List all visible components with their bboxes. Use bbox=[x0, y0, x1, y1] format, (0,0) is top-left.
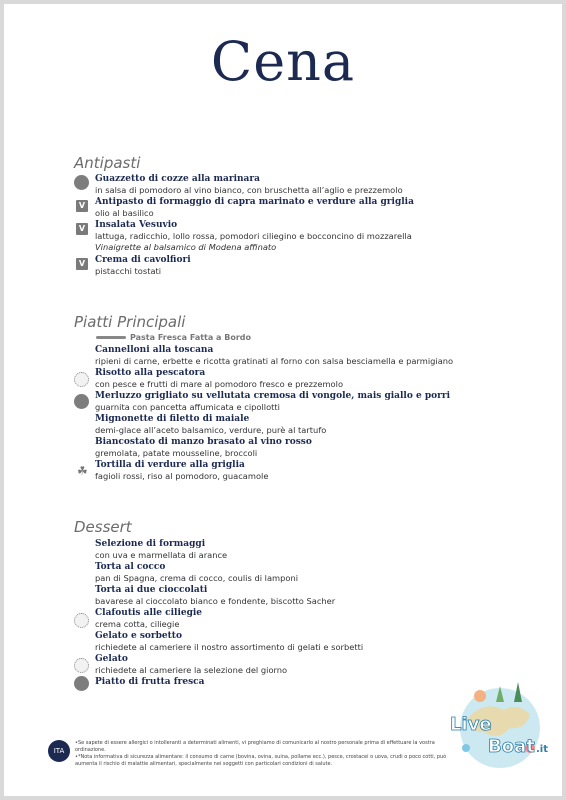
seafood-icon bbox=[74, 175, 89, 190]
vegetarian-icon: V bbox=[76, 258, 88, 270]
item-name: Guazzetto di cozze alla marinara bbox=[95, 174, 260, 184]
item-desc: pistacchi tostati bbox=[95, 266, 162, 276]
rolling-pin-icon bbox=[96, 336, 126, 339]
menu-item bbox=[95, 255, 522, 277]
menu-item bbox=[95, 197, 522, 219]
section-dessert-heading: Dessert bbox=[74, 518, 132, 536]
item-desc: richiedete al cameriere la selezione del giorno bbox=[95, 665, 288, 675]
liveboat-watermark-logo bbox=[444, 672, 556, 772]
item-name: Clafoutis alle ciliegie bbox=[95, 608, 203, 618]
menu-item bbox=[95, 414, 522, 436]
item-name: Torta al cocco bbox=[95, 562, 166, 572]
menu-item bbox=[95, 562, 522, 584]
item-desc: richiedete al cameriere il nostro assortimento di gelati e sorbetti bbox=[95, 642, 364, 652]
item-desc: demi-glace all’aceto balsamico, verdure, purè al tartufo bbox=[95, 425, 327, 435]
language-badge: ITA bbox=[48, 740, 70, 762]
section-antipasti-heading: Antipasti bbox=[74, 154, 141, 172]
item-desc: con pesce e frutti di mare al pomodoro fresco e prezzemolo bbox=[95, 379, 344, 389]
no-sugar-icon bbox=[74, 613, 89, 628]
menu-item bbox=[95, 391, 522, 413]
item-name: Biancostato di manzo brasato al vino rosso bbox=[95, 437, 312, 447]
menu-item bbox=[95, 174, 522, 196]
menu-item bbox=[95, 220, 522, 253]
vegan-leaf-icon: ☘ bbox=[77, 464, 88, 478]
allergy-footnote bbox=[75, 740, 455, 768]
seafood-icon bbox=[74, 394, 89, 409]
page-title: Cena bbox=[210, 30, 356, 93]
item-desc: olio al basilico bbox=[95, 208, 154, 218]
menu-item bbox=[95, 608, 522, 630]
footnote-line: aumenta il rischio di malattie alimentari, specialmente nei soggetti con particolari condizioni di salute. bbox=[75, 761, 333, 767]
chef-special-icon bbox=[74, 372, 89, 387]
item-name: Gelato bbox=[95, 654, 128, 664]
item-desc: gremolata, patate mousseline, broccoli bbox=[95, 448, 258, 458]
vegetarian-icon: V bbox=[76, 200, 88, 212]
footnote-line: •*Nota informativa di sicurezza alimentare: il consumo di carne (bovina, ovina, suina, pollame ecc.), pesce, crostacei o uova, crudi o poco cotti, può bbox=[75, 754, 447, 760]
watermark-text-suffix: .it bbox=[536, 744, 549, 755]
item-desc: guarnita con pancetta affumicata e cipollotti bbox=[95, 402, 280, 412]
item-name: Mignonette di filetto di maiale bbox=[95, 414, 250, 424]
item-name: Selezione di formaggi bbox=[95, 539, 206, 549]
item-desc: fagioli rossi, riso al pomodoro, guacamole bbox=[95, 471, 269, 481]
item-name: Torta ai due cioccolati bbox=[95, 585, 208, 595]
pasta-tag-label: Pasta Fresca Fatta a Bordo bbox=[130, 333, 251, 342]
section-principali-heading: Piatti Principali bbox=[74, 313, 186, 331]
menu-page bbox=[4, 4, 562, 796]
item-name: Risotto alla pescatora bbox=[95, 368, 206, 378]
menu-item bbox=[95, 460, 522, 482]
item-name: Merluzzo grigliato su vellutata cremosa di vongole, mais giallo e porri bbox=[95, 391, 451, 401]
menu-item bbox=[95, 368, 522, 390]
item-desc: con uva e marmellata di arance bbox=[95, 550, 228, 560]
item-name: Cannelloni alla toscana bbox=[95, 345, 214, 355]
footnote-line: •Se sapete di essere allergici o intolleranti a determinati alimenti, vi preghiamo di comunicarlo al nostro personale prima di effettuare la vostra ordinazione. bbox=[75, 740, 435, 753]
menu-item bbox=[95, 437, 522, 459]
pasta-tag bbox=[96, 333, 251, 342]
item-name: Insalata Vesuvio bbox=[95, 220, 178, 230]
watermark-text-live: Live bbox=[450, 714, 492, 735]
menu-item bbox=[95, 345, 522, 367]
item-desc: crema cotta, ciliegie bbox=[95, 619, 180, 629]
watermark-text-boat: Boat bbox=[488, 736, 535, 757]
item-name: Crema di cavolfiori bbox=[95, 255, 191, 265]
item-note: Vinaigrette al balsamico di Modena affinato bbox=[95, 242, 277, 252]
item-desc: pan di Spagna, crema di cocco, coulis di lamponi bbox=[95, 573, 299, 583]
no-sugar-icon bbox=[74, 658, 89, 673]
item-desc: bavarese al cioccolato bianco e fondente, biscotto Sacher bbox=[95, 596, 336, 606]
item-desc: in salsa di pomodoro al vino bianco, con bruschetta all’aglio e prezzemolo bbox=[95, 185, 403, 195]
item-name: Piatto di frutta fresca bbox=[95, 677, 205, 687]
item-name: Antipasto di formaggio di capra marinato e verdure alla griglia bbox=[95, 197, 414, 207]
menu-item bbox=[95, 585, 522, 607]
item-name: Tortilla di verdure alla griglia bbox=[95, 460, 245, 470]
item-desc: lattuga, radicchio, lollo rossa, pomodori ciliegino e bocconcino di mozzarella bbox=[95, 231, 412, 241]
menu-item bbox=[95, 539, 522, 561]
item-desc: ripieni di carne, erbette e ricotta gratinati al forno con salsa besciamella e parmigiano bbox=[95, 356, 454, 366]
menu-item bbox=[95, 631, 522, 653]
item-name: Gelato e sorbetto bbox=[95, 631, 182, 641]
vegetarian-icon: V bbox=[76, 223, 88, 235]
seafood-icon bbox=[74, 676, 89, 691]
